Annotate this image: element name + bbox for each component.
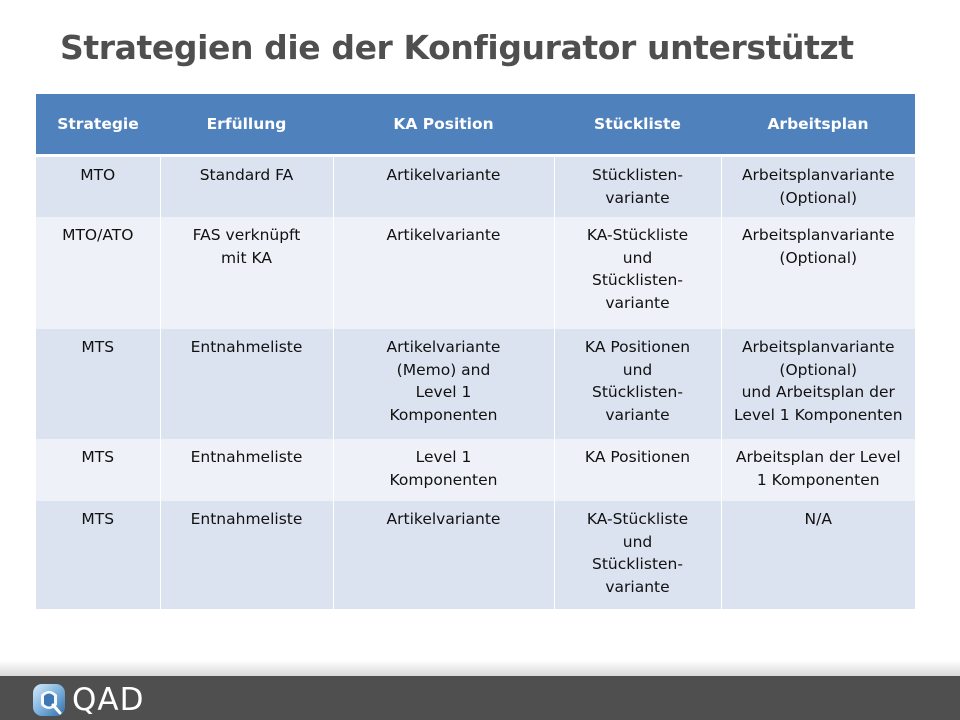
cell-arbeitsplan: Arbeitsplan der Level 1 Komponenten (721, 439, 915, 501)
cell-erfuellung: Entnahmeliste (160, 329, 333, 439)
cell-arbeitsplan: N/A (721, 501, 915, 609)
cell-stueckliste: KA Positionen und Stücklisten- variante (554, 329, 721, 439)
cell-erfuellung: FAS verknüpft mit KA (160, 217, 333, 329)
cell-strategie: MTS (36, 439, 160, 501)
table-row (36, 217, 915, 329)
header-strategie: Strategie (36, 94, 160, 156)
header-ka-position: KA Position (333, 94, 554, 156)
cell-stueckliste: Stücklisten- variante (554, 156, 721, 218)
qad-logo (32, 680, 144, 720)
cell-stueckliste: KA-Stückliste und Stücklisten- variante (554, 217, 721, 329)
footer-separator (0, 660, 960, 676)
table-row (36, 329, 915, 439)
cell-stueckliste: KA-Stückliste und Stücklisten- variante (554, 501, 721, 609)
cell-strategie: MTO (36, 156, 160, 218)
cell-strategie: MTS (36, 329, 160, 439)
header-stueckliste: Stückliste (554, 94, 721, 156)
cell-erfuellung: Entnahmeliste (160, 439, 333, 501)
header-arbeitsplan: Arbeitsplan (721, 94, 915, 156)
cell-strategie: MTS (36, 501, 160, 609)
cell-ka-position: Artikelvariante (333, 501, 554, 609)
cell-ka-position: Artikelvariante (Memo) and Level 1 Komponenten (333, 329, 554, 439)
cell-stueckliste: KA Positionen (554, 439, 721, 501)
table-row (36, 156, 915, 218)
cell-erfuellung: Standard FA (160, 156, 333, 218)
cell-ka-position: Level 1 Komponenten (333, 439, 554, 501)
cell-ka-position: Artikelvariante (333, 156, 554, 218)
cell-erfuellung: Entnahmeliste (160, 501, 333, 609)
strategy-table (36, 94, 915, 609)
header-erfuellung: Erfüllung (160, 94, 333, 156)
cell-arbeitsplan: Arbeitsplanvariante (Optional) und Arbeitsplan der Level 1 Komponenten (721, 329, 915, 439)
slide-title: Strategien die der Konfigurator unterstützt (60, 28, 854, 67)
qad-logo-icon (32, 683, 66, 717)
cell-strategie: MTO/ATO (36, 217, 160, 329)
table-row (36, 501, 915, 609)
table-header-row (36, 94, 915, 156)
logo-text: QAD (72, 682, 145, 718)
table-row (36, 439, 915, 501)
cell-ka-position: Artikelvariante (333, 217, 554, 329)
cell-arbeitsplan: Arbeitsplanvariante (Optional) (721, 156, 915, 218)
cell-arbeitsplan: Arbeitsplanvariante (Optional) (721, 217, 915, 329)
